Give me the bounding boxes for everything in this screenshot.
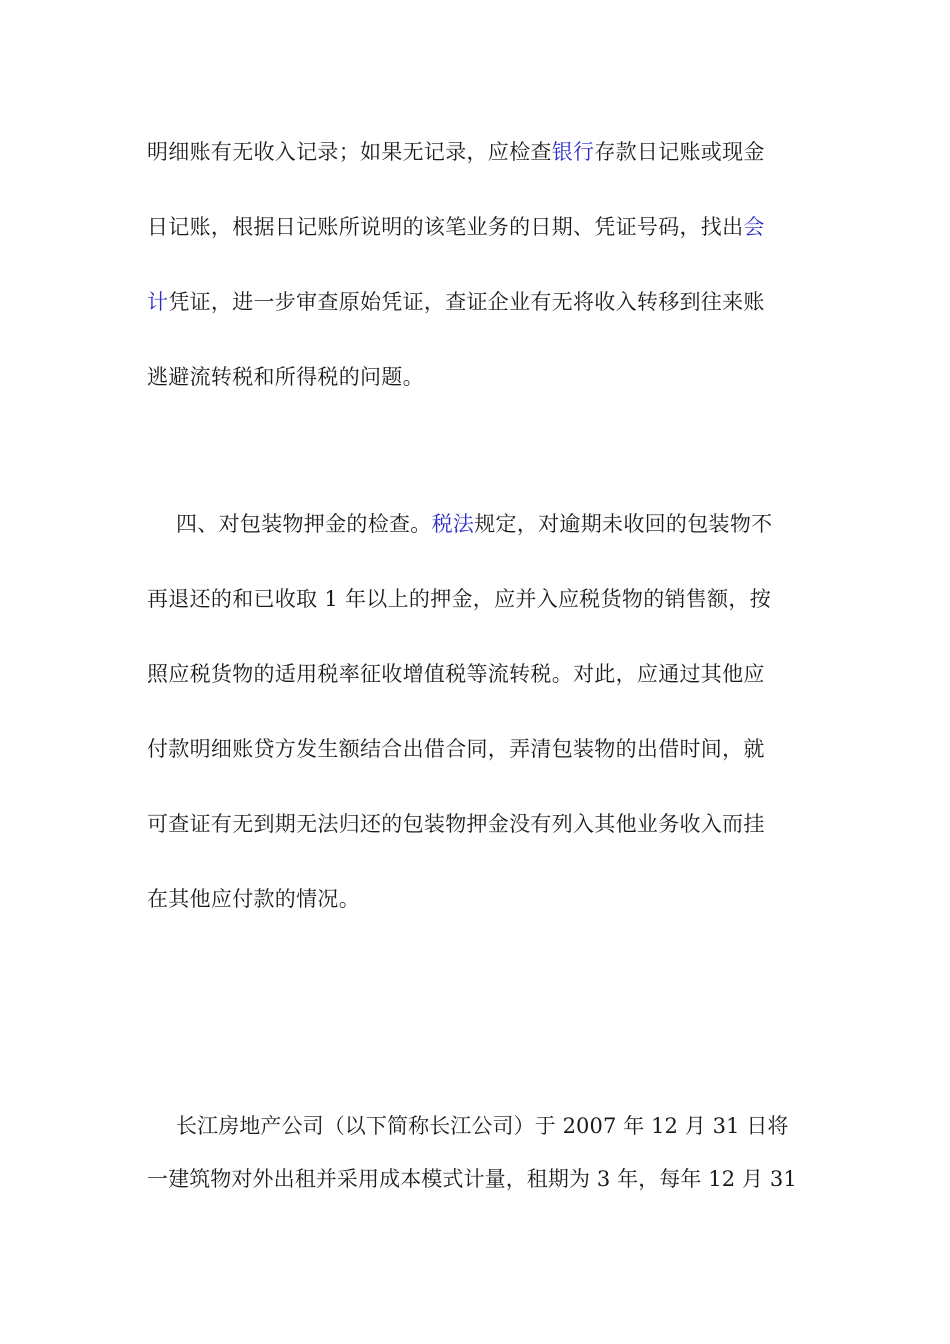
inline-link[interactable]: 会	[743, 215, 765, 239]
text-run: 可查证有无到期无法归还的包装物押金没有列入其他业务收入而挂	[147, 812, 765, 836]
text-run: 逃避流转税和所得税的问题。	[147, 365, 424, 389]
text-run: 凭证，进一步审查原始凭证，查证企业有无将收入转移到往来账	[168, 290, 765, 314]
text-line	[147, 810, 765, 838]
text-run: 日记账，根据日记账所说明的该笔业务的日期、凭证号码，找出	[147, 215, 744, 239]
text-run: 存款日记账或现金	[594, 140, 765, 164]
text-line	[176, 510, 772, 538]
text-line	[176, 1112, 789, 1140]
text-line	[147, 363, 424, 391]
inline-link[interactable]: 税法	[431, 512, 475, 536]
text-run: 照应税货物的适用税率征收增值税等流转税。对此，应通过其他应	[147, 662, 765, 686]
text-run: 明细账有无收入记录；如果无记录，应检查	[147, 140, 552, 164]
text-run: 规定，对逾期未收回的包装物不	[474, 512, 773, 536]
inline-link[interactable]: 计	[147, 290, 169, 314]
text-line	[147, 735, 765, 763]
text-line	[147, 1165, 797, 1193]
text-run: 四、对包装物押金的检查。	[176, 512, 432, 536]
text-run: 一建筑物对外出租并采用成本模式计量，租期为 3 年，每年 12 月 31	[147, 1167, 797, 1191]
text-line	[147, 585, 771, 613]
text-line	[147, 885, 360, 913]
text-run: 再退还的和已收取 1 年以上的押金，应并入应税货物的销售额，按	[147, 587, 772, 611]
text-run: 付款明细账贷方发生额结合出借合同，弄清包装物的出借时间，就	[147, 737, 765, 761]
text-line	[147, 288, 765, 316]
text-line	[147, 660, 765, 688]
text-line	[147, 138, 765, 166]
text-run: 在其他应付款的情况。	[147, 887, 360, 911]
inline-link[interactable]: 银行	[551, 140, 595, 164]
text-line	[147, 213, 765, 241]
text-run: 长江房地产公司（以下简称长江公司）于 2007 年 12 月 31 日将	[176, 1114, 789, 1138]
